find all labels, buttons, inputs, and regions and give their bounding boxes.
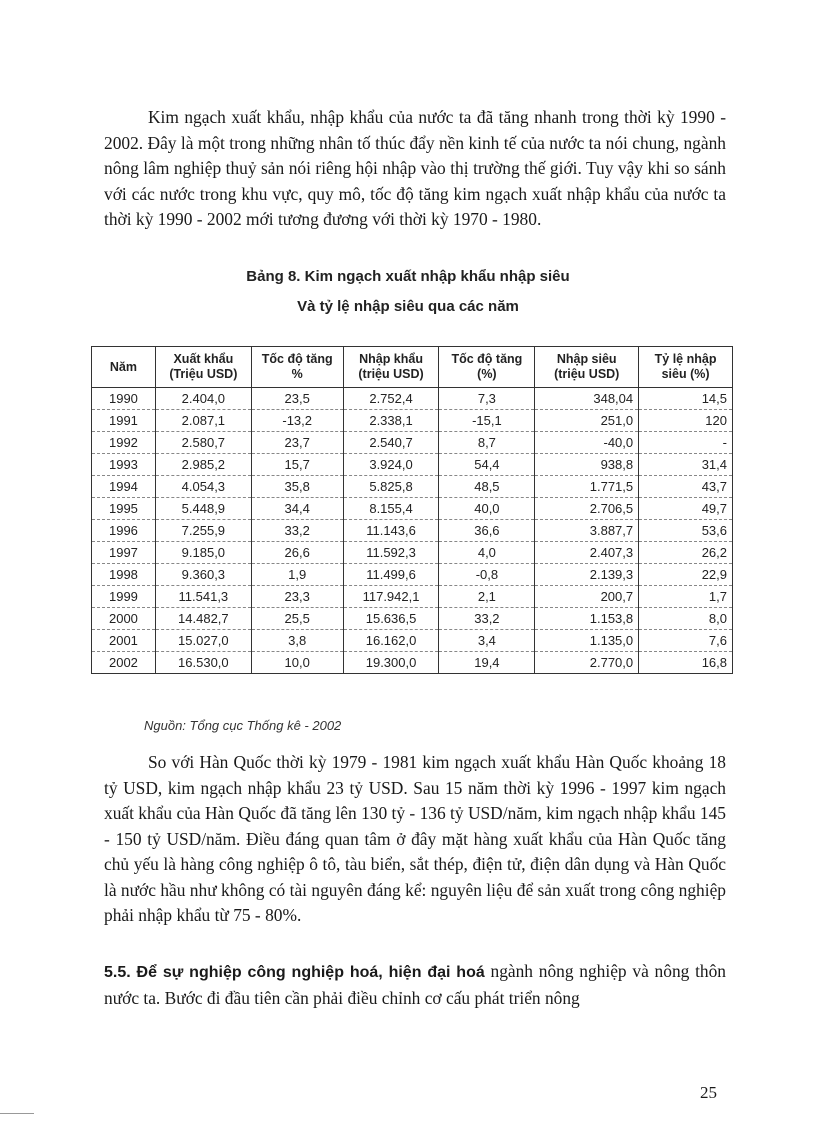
table-cell: 40,0: [439, 498, 535, 520]
table-cell: 2.139,3: [535, 564, 639, 586]
table-cell: 11.541,3: [155, 586, 251, 608]
table-cell: 3,4: [439, 630, 535, 652]
table-cell: 1997: [92, 542, 156, 564]
table-cell: 25,5: [251, 608, 343, 630]
section-text: ngành nông nghiệp và nông thôn nước ta. Bước đi đầu tiên cần phải điều chỉnh cơ cấu phát triển nông: [104, 961, 727, 1008]
table-cell: 2000: [92, 608, 156, 630]
table-cell: 5.448,9: [155, 498, 251, 520]
table-row: [92, 652, 733, 674]
table-cell: 10,0: [251, 652, 343, 674]
table-row: [92, 454, 733, 476]
table-cell: -13,2: [251, 410, 343, 432]
table-cell: 19,4: [439, 652, 535, 674]
table-cell: -0,8: [439, 564, 535, 586]
table-cell: 48,5: [439, 476, 535, 498]
table-row: [92, 410, 733, 432]
table-cell: 15,7: [251, 454, 343, 476]
table-cell: 1.153,8: [535, 608, 639, 630]
table-cell: 938,8: [535, 454, 639, 476]
table-cell: 251,0: [535, 410, 639, 432]
table-cell: 3.887,7: [535, 520, 639, 542]
table-cell: 53,6: [639, 520, 733, 542]
table-cell: 49,7: [639, 498, 733, 520]
section-paragraph: [104, 959, 726, 1011]
column-header: Tốc độ tăng %: [251, 347, 343, 388]
table-cell: 16.530,0: [155, 652, 251, 674]
table-cell: 22,9: [639, 564, 733, 586]
table-row: [92, 498, 733, 520]
table-body: [92, 388, 733, 674]
table-row: [92, 564, 733, 586]
table-cell: 14.482,7: [155, 608, 251, 630]
table-row: [92, 520, 733, 542]
table-cell: 7,3: [439, 388, 535, 410]
table-cell: 34,4: [251, 498, 343, 520]
table-cell: 4.054,3: [155, 476, 251, 498]
table-cell: 2.752,4: [343, 388, 439, 410]
table-cell: 54,4: [439, 454, 535, 476]
table-cell: 1996: [92, 520, 156, 542]
table-row: [92, 432, 733, 454]
table-cell: 14,5: [639, 388, 733, 410]
column-header: Năm: [92, 347, 156, 388]
table-cell: 1993: [92, 454, 156, 476]
table-cell: 1995: [92, 498, 156, 520]
table-row: [92, 608, 733, 630]
table-cell: 2.580,7: [155, 432, 251, 454]
table-cell: 15.636,5: [343, 608, 439, 630]
column-header: Nhập siêu (triệu USD): [535, 347, 639, 388]
table-cell: 26,2: [639, 542, 733, 564]
table-cell: 3.924,0: [343, 454, 439, 476]
table-cell: 120: [639, 410, 733, 432]
table-cell: 4,0: [439, 542, 535, 564]
source-note: Nguồn: Tổng cục Thống kê - 2002: [144, 718, 342, 733]
table-cell: 2.087,1: [155, 410, 251, 432]
table-cell: 1990: [92, 388, 156, 410]
table-cell: 15.027,0: [155, 630, 251, 652]
table-cell: 1,7: [639, 586, 733, 608]
table-cell: 2001: [92, 630, 156, 652]
table-cell: 16,8: [639, 652, 733, 674]
table-cell: 2.540,7: [343, 432, 439, 454]
korea-paragraph: So với Hàn Quốc thời kỳ 1979 - 1981 kim ngạch xuất khẩu Hàn Quốc khoảng 18 tỷ USD, kim ngạch nhập khẩu 23 tỷ USD. Sau 15 năm thời kỳ 1996 - 1997 kim ngạch xuất khẩu của Hàn Quốc đã tăng lên 130 tỷ - 136 tỷ USD/năm, kim ngạch nhập khẩu 145 - 150 tỷ USD/năm. Điều đáng quan tâm ở đây mặt hàng xuất khẩu của Hàn Quốc tăng chủ yếu là hàng công nghiệp ô tô, tàu biển, sắt thép, điện tử, điện dân dụng và Hàn Quốc là nước hầu như không có tài nguyên đáng kể: nguyên liệu để sản xuất trong công nghiệp phải nhập khẩu từ 75 - 80%.: [104, 752, 726, 925]
column-header: Tốc độ tăng (%): [439, 347, 535, 388]
table-cell: 43,7: [639, 476, 733, 498]
table-cell: -15,1: [439, 410, 535, 432]
table-cell: 2.407,3: [535, 542, 639, 564]
table-cell: 7,6: [639, 630, 733, 652]
table-cell: 23,7: [251, 432, 343, 454]
column-header: Tỷ lệ nhập siêu (%): [639, 347, 733, 388]
table-cell: 348,04: [535, 388, 639, 410]
table-cell: 33,2: [439, 608, 535, 630]
table-row: [92, 476, 733, 498]
table-cell: 200,7: [535, 586, 639, 608]
table-row: [92, 586, 733, 608]
table-cell: 5.825,8: [343, 476, 439, 498]
table-cell: 35,8: [251, 476, 343, 498]
table-cell: 8.155,4: [343, 498, 439, 520]
table-cell: 1991: [92, 410, 156, 432]
table-cell: 2.706,5: [535, 498, 639, 520]
table-cell: 36,6: [439, 520, 535, 542]
table-cell: 1998: [92, 564, 156, 586]
trade-table: [91, 346, 733, 674]
column-header: Xuất khẩu (Triệu USD): [155, 347, 251, 388]
table-cell: 2,1: [439, 586, 535, 608]
column-header: Nhập khẩu (triệu USD): [343, 347, 439, 388]
margin-mark: [0, 1113, 34, 1114]
table-cell: 7.255,9: [155, 520, 251, 542]
page-number: 25: [700, 1083, 717, 1102]
table-cell: 2002: [92, 652, 156, 674]
table-row: [92, 542, 733, 564]
table-cell: 2.770,0: [535, 652, 639, 674]
table-cell: 9.360,3: [155, 564, 251, 586]
table-cell: 1994: [92, 476, 156, 498]
table-cell: -40,0: [535, 432, 639, 454]
table-cell: 2.404,0: [155, 388, 251, 410]
table-cell: 11.592,3: [343, 542, 439, 564]
table-cell: 1992: [92, 432, 156, 454]
table-cell: -: [639, 432, 733, 454]
table-cell: 3,8: [251, 630, 343, 652]
table-cell: 8,0: [639, 608, 733, 630]
table-cell: 19.300,0: [343, 652, 439, 674]
table-title-line1: Bảng 8. Kim ngạch xuất nhập khẩu nhập siêu: [246, 268, 570, 285]
table-cell: 11.499,6: [343, 564, 439, 586]
table-row: [92, 630, 733, 652]
table-cell: 2.985,2: [155, 454, 251, 476]
table-cell: 1.135,0: [535, 630, 639, 652]
table-cell: 1.771,5: [535, 476, 639, 498]
table-cell: 23,5: [251, 388, 343, 410]
intro-paragraph: Kim ngạch xuất khẩu, nhập khẩu của nước ta đã tăng nhanh trong thời kỳ 1990 - 2002. Đây là một trong những nhân tố thúc đẩy nền kinh tế của nước ta nói chung, ngành nông lâm nghiệp thuỷ sản nói riêng hội nhập vào thị trường thế giới. Tuy vậy khi so sánh với các nước trong khu vực, quy mô, tốc độ tăng kim ngạch xuất nhập khẩu của nước ta thời kỳ 1990 - 2002 mới tương đương với thời kỳ 1970 - 1980.: [104, 107, 726, 229]
table-cell: 9.185,0: [155, 542, 251, 564]
table-cell: 2.338,1: [343, 410, 439, 432]
section-heading: 5.5. Để sự nghiệp công nghiệp hoá, hiện đại hoá: [104, 964, 485, 981]
table-title-line2: Và tỷ lệ nhập siêu qua các năm: [297, 298, 519, 315]
table-cell: 23,3: [251, 586, 343, 608]
table-cell: 117.942,1: [343, 586, 439, 608]
table-cell: 16.162,0: [343, 630, 439, 652]
table-cell: 1,9: [251, 564, 343, 586]
table-cell: 31,4: [639, 454, 733, 476]
table-cell: 26,6: [251, 542, 343, 564]
table-cell: 33,2: [251, 520, 343, 542]
table-cell: 8,7: [439, 432, 535, 454]
table-cell: 1999: [92, 586, 156, 608]
table-header-row: [92, 347, 733, 388]
table-row: [92, 388, 733, 410]
table-cell: 11.143,6: [343, 520, 439, 542]
